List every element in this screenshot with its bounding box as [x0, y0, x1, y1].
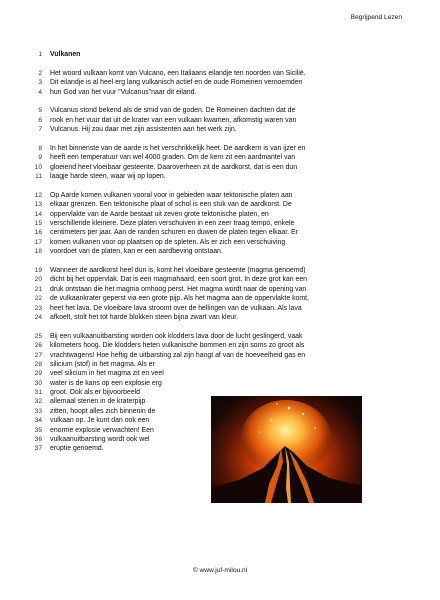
line-text: centimeters per jaar. Aan de randen schuren en duwen de platen tegen elkaar. Er	[50, 229, 298, 237]
text-line	[34, 191, 410, 200]
line-text: In het binnenste van de aarde is het verschrikkelijk heet. De aardkern is van ijzer en	[50, 144, 306, 152]
text-line	[34, 360, 410, 369]
text-line	[38, 153, 410, 162]
line-text: Op Aarde komen vulkanen vooral voor in gebieden waar tektonische platen aan	[50, 191, 293, 199]
line-number: 25	[34, 332, 42, 340]
line-number: 31	[34, 389, 42, 397]
text-line	[38, 125, 410, 134]
text-line	[34, 219, 410, 228]
line-text: Wanneer de aardkorst heel dun is, komt het vloeibare gesteente (magma genoemd)	[50, 266, 306, 274]
line-text: de vulkaankrater geperst via een grote pijp. Als het magma aan de oppervlakte komt,	[50, 295, 309, 303]
line-number: 6	[38, 116, 42, 124]
line-number: 11	[35, 173, 42, 181]
line-number: 33	[34, 407, 42, 415]
text-line	[34, 266, 410, 275]
paragraph-gap	[50, 257, 410, 266]
line-number: 17	[34, 238, 42, 246]
text-line	[34, 369, 410, 378]
line-number: 7	[38, 126, 42, 134]
text-line	[38, 106, 410, 115]
text-line	[34, 210, 410, 219]
line-number: 10	[34, 163, 42, 171]
line-text: verschillende kleinere. Deze platen verschuiven in een zeer traag tempo, enkele	[50, 220, 295, 228]
line-number: 9	[38, 154, 42, 162]
article-body	[34, 50, 410, 454]
line-text: kilometers hoog. Die klodders heten vulkanische bommen en zijn soms zo groot als	[50, 342, 305, 350]
line-number: 8	[38, 144, 42, 152]
line-text: elkaar grenzen. Een tektonische plaat of schol is een stuk van de aardkorst. De	[50, 201, 292, 209]
text-line	[34, 200, 410, 209]
line-text: allemaal stenen in de kraterpijp	[50, 398, 146, 406]
text-line	[34, 379, 410, 388]
text-line	[35, 172, 410, 181]
line-text: enorme explosie verwachten! Een	[50, 426, 154, 434]
document-title: Vulkanen	[50, 51, 81, 58]
line-text: veel silicium in het magma zit en veel	[50, 370, 164, 378]
title-line	[38, 50, 410, 59]
text-line	[34, 238, 410, 247]
line-text: Bij een vulkaanuitbarsting worden ook klodders lava door de lucht geslingerd, vaak	[50, 332, 303, 340]
line-text: dicht bij het oppervlak. Dat is een magmahaard, een soort grot. In deze grot kan een	[50, 276, 308, 284]
volcano-eruption-photo	[211, 396, 362, 503]
paragraph-gap	[50, 181, 410, 190]
line-text: vrachtwagens! Hoe heftig de uitbarsting zal zijn hangt af van de hoeveelheid gas en	[50, 351, 306, 359]
line-text: Dit eilandje is al heel erg lang vulkanisch actief en de oude Romeinen vernoemden	[50, 79, 303, 87]
line-text: water is de kans op een explosie erg	[50, 379, 162, 387]
text-line	[38, 116, 410, 125]
line-text: Vulcanus. Hij zou daar met zijn assistenten aan het werk zijn.	[50, 126, 237, 134]
line-number: 20	[34, 276, 42, 284]
paragraph-gap	[50, 97, 410, 106]
page-footer: © www.juf-milou.nl	[192, 567, 248, 574]
text-line	[34, 285, 410, 294]
line-number: 29	[34, 370, 42, 378]
text-line	[38, 88, 410, 97]
line-number: 18	[34, 248, 42, 256]
line-number: 13	[34, 201, 42, 209]
line-text: gloeiend heet vloeibaar gesteente. Daaroverheen zit de aardkorst, dat is een dun	[50, 163, 298, 171]
line-number: 34	[34, 417, 42, 425]
line-number: 27	[34, 351, 42, 359]
text-line	[34, 341, 410, 350]
line-number: 12	[34, 191, 42, 199]
line-text: groot. Ook als er bijvoorbeeld	[50, 389, 141, 397]
text-line	[34, 304, 410, 313]
line-text: laagje harde steen, waar wij op lopen.	[50, 173, 166, 181]
text-line	[34, 163, 410, 172]
line-text: rook en het vuur dat uit de krater van een vulkaan kwamen, afkomstig waren van	[50, 116, 297, 124]
line-number: 19	[34, 266, 42, 274]
line-text: vulkaan op. Je kunt dan ook een	[50, 417, 150, 425]
paragraph-gap	[50, 135, 410, 144]
line-text: voordoet van de platen, kan er een aardbeving ontstaan.	[50, 248, 223, 256]
line-text: heeft een temperatuur van wel 4000 graden. Om de kern zit een aardmantel van	[50, 154, 296, 162]
line-number: 22	[34, 295, 42, 303]
line-number: 24	[34, 313, 42, 321]
paragraph-gap	[50, 59, 410, 68]
line-text: vulkaanuitbarsting wordt ook wel	[50, 436, 150, 444]
line-text: druk ontstaan die het magma omhoog perst. Het magma wordt naar de opening van	[50, 285, 307, 293]
line-text: silicium (stof) in het magma. Als er	[50, 360, 155, 368]
line-text: zitten, hoopt alles zich binnenin de	[50, 407, 156, 415]
line-number: 32	[34, 398, 42, 406]
paragraph-gap	[50, 322, 410, 331]
line-number: 35	[34, 426, 42, 434]
line-number: 3	[38, 79, 42, 87]
line-number: 2	[38, 69, 42, 77]
line-text: eruptie genoemd.	[50, 445, 104, 453]
line-number: 21	[34, 285, 42, 293]
text-line	[38, 144, 410, 153]
line-number: 14	[34, 210, 42, 218]
line-number: 15	[34, 220, 42, 228]
line-number: 5	[38, 107, 42, 115]
line-number: 26	[34, 342, 42, 350]
text-line	[34, 294, 410, 303]
text-line	[38, 69, 410, 78]
line-number: 1	[38, 51, 42, 58]
text-line	[34, 351, 410, 360]
text-line	[38, 78, 410, 87]
text-line	[34, 313, 410, 322]
text-line	[34, 275, 410, 284]
line-number: 4	[38, 88, 42, 96]
text-line	[34, 228, 410, 237]
line-number: 30	[34, 379, 42, 387]
line-text: heet het lava. De vloeibare lava stroomt over de hellingen van de vulkaan. Als lava	[50, 304, 302, 312]
text-line	[34, 332, 410, 341]
line-text: Vulcanus stond bekend als de smid van de goden. De Romeinen dachten dat de	[50, 107, 296, 115]
line-text: hun God van het vuur "Vulcanus"naar dit eiland.	[50, 88, 197, 96]
line-number: 16	[34, 229, 42, 237]
line-text: Het woord vulkaan komt van Vulcano, een Italiaans eilandje ten noorden van Sicilië.	[50, 69, 306, 77]
line-number: 36	[34, 436, 42, 444]
line-number: 37	[34, 445, 42, 453]
line-text: oppervlakte van de Aarde bestaat uit zeven grote tektonische platen, en	[50, 210, 269, 218]
volcano-icon	[211, 396, 362, 503]
text-line	[34, 247, 410, 256]
line-number: 28	[34, 360, 42, 368]
line-text: komen vulkanen voor op plaatsen op de spleten. Als er zich een verschuiving	[50, 238, 286, 246]
line-number: 23	[34, 304, 42, 312]
page-header: Begrijpend Lezen	[350, 14, 402, 21]
line-text: afkoelt, stolt het tot harde blokken steen bijna zwart van kleur.	[50, 313, 239, 321]
